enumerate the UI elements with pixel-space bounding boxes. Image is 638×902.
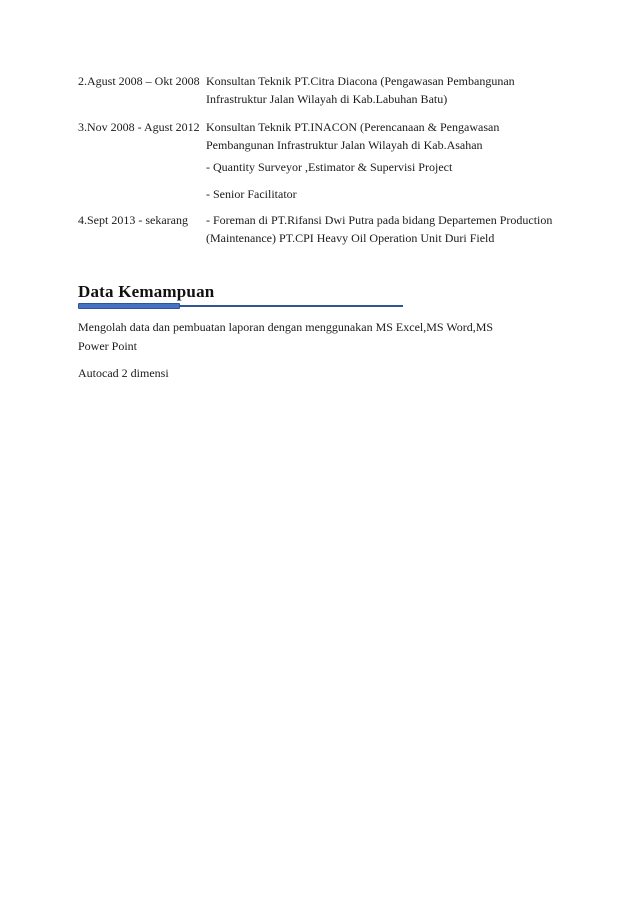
experience-line: Pembangunan Infrastruktur Jalan Wilayah di Kab.Asahan — [206, 138, 483, 152]
experience-line: (Maintenance) PT.CPI Heavy Oil Operation Unit Duri Field — [206, 231, 495, 245]
experience-line: Konsultan Teknik PT.Citra Diacona (Pengawasan Pembangunan — [206, 74, 515, 88]
experience-period: 2.Agust 2008 – Okt 2008 — [78, 74, 200, 88]
experience-line: - Foreman di PT.Rifansi Dwi Putra pada bidang Departemen Production — [206, 213, 553, 227]
experience-period: 4.Sept 2013 - sekarang — [78, 213, 188, 227]
experience-description — [206, 211, 552, 247]
skills-line: Autocad 2 dimensi — [78, 366, 169, 380]
experience-description — [206, 185, 297, 203]
skills-paragraph — [78, 364, 558, 383]
experience-period: 3.Nov 2008 - Agust 2012 — [78, 120, 200, 134]
skills-paragraph — [78, 318, 558, 356]
section-title-skills: Data Kemampuan — [78, 282, 215, 301]
experience-description — [206, 72, 515, 108]
experience-line: - Senior Facilitator — [206, 187, 297, 201]
section-title-accent-bar — [78, 303, 180, 309]
skills-line: Mengolah data dan pembuatan laporan dengan menggunakan MS Excel,MS Word,MS — [78, 320, 494, 334]
experience-line: Konsultan Teknik PT.INACON (Perencanaan & Pengawasan — [206, 120, 500, 134]
experience-line: - Quantity Surveyor ,Estimator & Supervisi Project — [206, 160, 453, 174]
experience-line: Infrastruktur Jalan Wilayah di Kab.Labuhan Batu) — [206, 92, 448, 106]
experience-description — [206, 158, 452, 176]
skills-line: Power Point — [78, 339, 138, 353]
experience-description — [206, 118, 499, 154]
